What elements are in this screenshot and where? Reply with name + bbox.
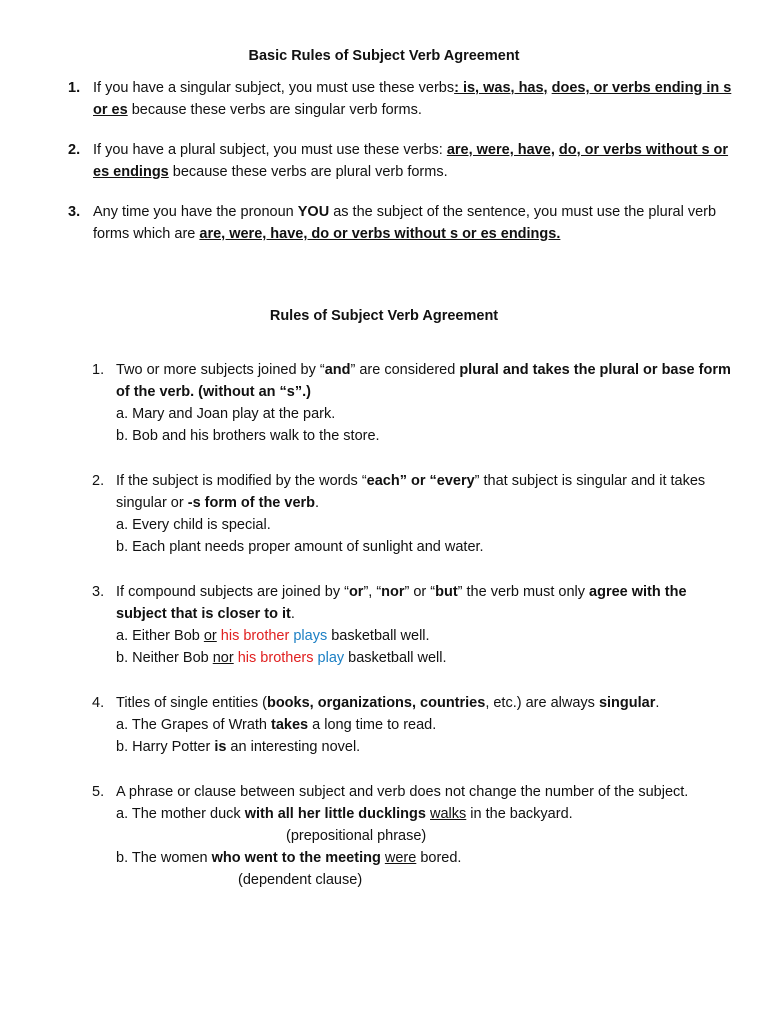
closer-subject: his brothers (237, 650, 314, 666)
example-text: a long time to read. (308, 717, 437, 733)
rule-text: ” that subject is singular and it takes singular or (116, 473, 706, 511)
example-b: b. Bob and his brothers walk to the store. (116, 428, 380, 444)
example-text: b. The women (116, 850, 212, 866)
example-text: a. Either Bob (116, 628, 204, 644)
keyword-each-every: each” or “every (366, 473, 475, 489)
example-text: a. The Grapes of Wrath (116, 717, 272, 733)
basic-rule-3 (68, 201, 736, 245)
note-prepositional-phrase: (prepositional phrase) (286, 828, 427, 844)
note-dependent-clause: (dependent clause) (238, 872, 363, 888)
rule-1 (92, 359, 732, 447)
plural-verbs-2: do, or verbs without s or es endings (93, 142, 729, 180)
modifying-phrase: with all her little ducklings (244, 806, 426, 822)
plural-verb-forms: are, were, have, do or verbs without s or es endings. (199, 226, 561, 242)
rule-emphasis: plural and takes the plural or base form of the verb. (without an “s”.) (116, 362, 731, 400)
example-a (116, 625, 732, 647)
closer-subject: his brother (220, 628, 290, 644)
example-b (116, 736, 732, 758)
conjunction: nor (212, 650, 234, 666)
entity-types: books, organizations, countries (266, 695, 486, 711)
rule-text: . (655, 695, 660, 711)
rule-number: 3. (68, 204, 81, 220)
rule-text: Two or more subjects joined by “ (116, 362, 325, 378)
rule-text: , etc.) are always (485, 695, 599, 711)
agreeing-verb: play (317, 650, 345, 666)
rule-text: A phrase or clause between subject and verb does not change the number of the subject. (116, 784, 689, 800)
rule-text: If the subject is modified by the words “ (116, 473, 367, 489)
rule-text: Titles of single entities ( (116, 695, 267, 711)
rule-text: Any time you have the pronoun (93, 204, 298, 220)
rule-number: 2. (68, 142, 81, 158)
example-a (116, 714, 732, 736)
singular-verbs-2: does, or verbs ending in s or es (93, 80, 732, 118)
rule-text-end: because these verbs are singular verb forms. (127, 102, 422, 118)
example-text: b. Harry Potter (116, 739, 215, 755)
rule-text-mid: as the subject of the sentence, you must use the plural verb forms which are (93, 204, 717, 242)
example-b (116, 647, 732, 669)
rule-text: ” or “ (404, 584, 436, 600)
rule-5 (92, 781, 732, 891)
keyword-singular: singular (598, 695, 656, 711)
example-a (116, 803, 732, 825)
basic-rule-2 (68, 139, 736, 183)
rule-text: ”, “ (363, 584, 382, 600)
example-b: b. Each plant needs proper amount of sunlight and water. (116, 539, 484, 555)
conjunction: or (203, 628, 217, 644)
rule-text-end: because these verbs are plural verb forms. (168, 164, 448, 180)
example-text: in the backyard. (466, 806, 573, 822)
rule-text: If you have a plural subject, you must use these verbs: (93, 142, 447, 158)
pronoun-you: YOU (297, 204, 330, 220)
keyword-or: or (348, 584, 364, 600)
example-text: bored. (416, 850, 462, 866)
document-title: Basic Rules of Subject Verb Agreement (248, 48, 520, 64)
section-title: Rules of Subject Verb Agreement (269, 308, 499, 324)
agreeing-verb: plays (293, 628, 328, 644)
rule-text: ” are considered (350, 362, 460, 378)
example-text: an interesting novel. (226, 739, 361, 755)
basic-rules-list (68, 77, 736, 245)
example-verb: is (214, 739, 227, 755)
rule-number: 1. (92, 362, 105, 378)
rule-number: 3. (92, 584, 105, 600)
example-text: a. The mother duck (116, 806, 245, 822)
modifying-clause: who went to the meeting (211, 850, 381, 866)
example-verb: were (384, 850, 417, 866)
rule-text: . (290, 606, 295, 622)
plural-verbs: are, were, have, (446, 142, 555, 158)
rule-2 (92, 470, 732, 558)
rule-number: 2. (92, 473, 105, 489)
example-a: a. Mary and Joan play at the park. (116, 406, 336, 422)
keyword-but: but (435, 584, 458, 600)
example-verb: takes (271, 717, 309, 733)
rule-3 (92, 581, 732, 669)
example-verb: walks (430, 806, 467, 822)
rule-number: 5. (92, 784, 105, 800)
keyword-and: and (324, 362, 351, 378)
example-b (116, 847, 732, 869)
rule-number: 4. (92, 695, 105, 711)
example-text: basketball well. (327, 628, 430, 644)
rule-text: If you have a singular subject, you must use these verbs (93, 80, 455, 96)
basic-rule-1 (68, 77, 736, 121)
example-a: a. Every child is special. (116, 517, 271, 533)
rule-emphasis: agree with the subject that is closer to it (116, 584, 687, 622)
rule-number: 1. (68, 80, 81, 96)
example-text: basketball well. (344, 650, 447, 666)
example-text: b. Neither Bob (116, 650, 213, 666)
rule-4 (92, 692, 732, 758)
rule-text: If compound subjects are joined by “ (116, 584, 349, 600)
rule-text: ” the verb must only (457, 584, 590, 600)
rule-text: . (315, 495, 320, 511)
keyword-nor: nor (381, 584, 405, 600)
rule-emphasis: -s form of the verb (187, 495, 316, 511)
rules-list (92, 359, 732, 891)
singular-verbs: : is, was, has, (454, 80, 548, 96)
